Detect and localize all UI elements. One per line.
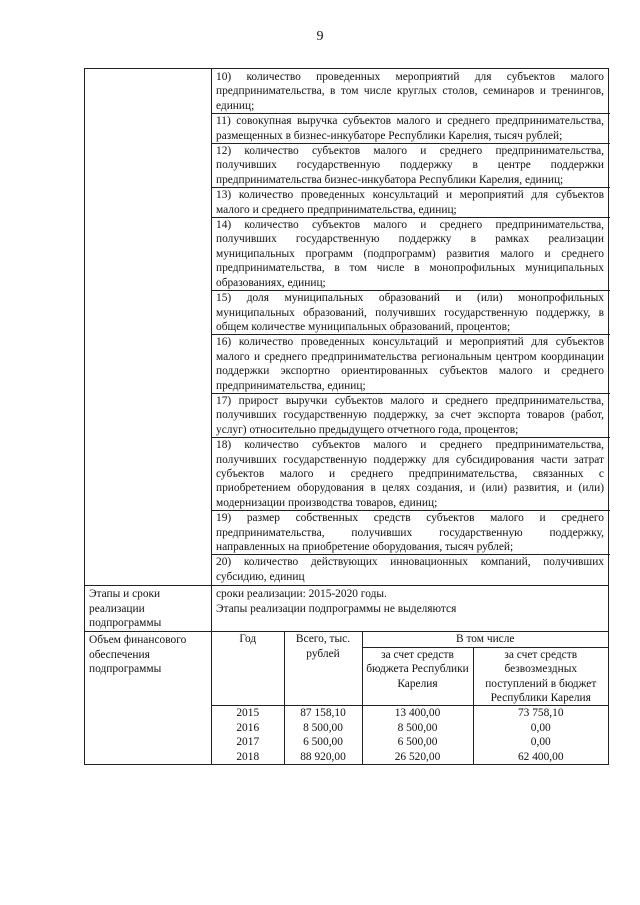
indicators-row xyxy=(85,69,609,586)
stages-row xyxy=(85,586,609,632)
indicator-11: 11) совокупная выручка субъектов малого и среднего предпринимательства, размещенных в бизнес-инкубаторе Республики Карелия, тысяч рублей; xyxy=(211,113,610,143)
indicator-13: 13) количество проведенных консультаций и мероприятий для субъектов малого и среднего предпринимательства, единиц; xyxy=(211,187,610,217)
year-cell: 2017 xyxy=(212,735,284,749)
col-gratuitous-header: за счет средств безвозмездных поступлений в бюджет Республики Карелия xyxy=(473,647,608,706)
indicator-15: 15) доля муниципальных образований и (или) монопрофильных муниципальных образований, получивших государственную поддержку, в общем количестве муниципальных образований, процентов; xyxy=(211,290,610,334)
gratuitous-cell: 62 400,00 xyxy=(473,750,608,764)
total-cell: 88 920,00 xyxy=(284,750,362,764)
passport-table xyxy=(84,68,609,765)
financing-row-2018 xyxy=(212,750,608,764)
gratuitous-cell: 0,00 xyxy=(473,721,608,735)
indicator-17: 17) прирост выручки субъектов малого и среднего предпринимательства, получивших государственную поддержку, за счет экспорта товаров (работ, услуг) относительно предыдущего отчетного года, процентов; xyxy=(211,393,610,437)
financing-row xyxy=(85,632,609,765)
col-including-header: В том числе xyxy=(362,632,608,647)
col-total-header: Всего, тыс. рублей xyxy=(284,632,362,706)
total-cell: 6 500,00 xyxy=(284,735,362,749)
col-year-header: Год xyxy=(212,632,284,706)
gratuitous-cell: 0,00 xyxy=(473,735,608,749)
financing-row-2015 xyxy=(212,706,608,721)
indicator-20: 20) количество действующих инновационных компаний, получивших субсидию, единиц xyxy=(211,554,610,584)
financing-header-row-1 xyxy=(212,632,608,647)
stages-line-1: сроки реализации: 2015-2020 годы. xyxy=(216,588,387,601)
financing-row-2016 xyxy=(212,721,608,735)
indicator-19: 19) размер собственных средств субъектов малого и среднего предпринимательства, получивших государственную поддержку, направленных на приобретение оборудования, тысяч рублей; xyxy=(211,510,610,554)
financing-cell xyxy=(212,632,609,765)
stages-line-2: Этапы реализации подпрограммы не выделяются xyxy=(216,602,457,615)
budget-cell: 6 500,00 xyxy=(362,735,473,749)
total-cell: 8 500,00 xyxy=(284,721,362,735)
page-number: 9 xyxy=(316,29,324,44)
indicator-12: 12) количество субъектов малого и среднего предпринимательства, получивших государственную поддержку в центре поддержки предпринимательства бизнес-инкубатора Республики Карелия, единиц; xyxy=(211,143,610,187)
stages-label: Этапы и сроки реализации подпрограммы xyxy=(85,586,212,632)
financing-label: Объем финансового обеспечения подпрограммы xyxy=(85,632,212,765)
indicators-cell xyxy=(212,69,609,586)
stages-cell xyxy=(212,586,609,632)
year-cell: 2018 xyxy=(212,750,284,764)
budget-cell: 8 500,00 xyxy=(362,721,473,735)
gratuitous-cell: 73 758,10 xyxy=(473,706,608,721)
total-cell: 87 158,10 xyxy=(284,706,362,721)
year-cell: 2015 xyxy=(212,706,284,721)
indicator-18: 18) количество субъектов малого и среднего предпринимательства, получивших государственную поддержку для субсидирования части затрат субъектов малого и среднего предпринимательства, связанных с приобретением оборудования в целях создания, и (или) развития, и (или) модернизации производства товаров, единиц; xyxy=(211,437,610,510)
indicator-14: 14) количество субъектов малого и среднего предпринимательства, получивших государственную поддержку в рамках реализации муниципальных программ (подпрограмм) развития малого и среднего предпринимательства, в том числе в монопрофильных муниципальных образованиях, единиц; xyxy=(211,217,610,290)
financing-row-2017 xyxy=(212,735,608,749)
indicator-16: 16) количество проведенных консультаций и мероприятий для субъектов малого и среднего предпринимательства региональным центром координации поддержки экспортно ориентированных субъектов малого и среднего предпринимательства, единиц; xyxy=(211,334,610,393)
year-cell: 2016 xyxy=(212,721,284,735)
budget-cell: 26 520,00 xyxy=(362,750,473,764)
financing-table xyxy=(212,632,608,764)
indicators-label-cell xyxy=(85,69,212,586)
budget-cell: 13 400,00 xyxy=(362,706,473,721)
col-budget-header: за счет средств бюджета Республики Карелия xyxy=(362,647,473,706)
indicator-10: 10) количество проведенных мероприятий для субъектов малого предпринимательства, в том числе круглых столов, семинаров и тренингов, единиц; xyxy=(216,71,604,112)
